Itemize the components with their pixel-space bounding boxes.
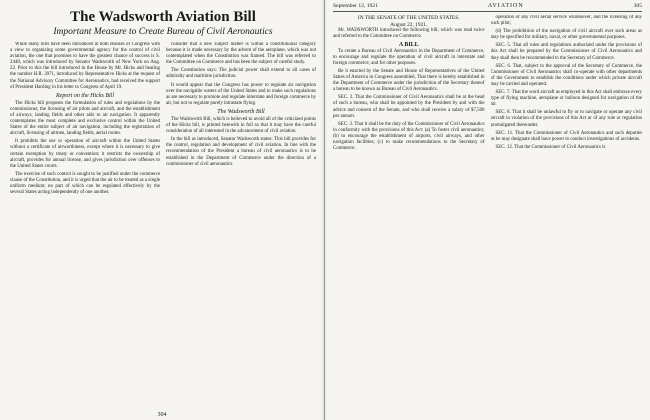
section-heading: Report on the Hicks Bill xyxy=(56,92,114,99)
paragraph: SEC. 3. That it shall be the duty of the Commissioner of Civil Aeronautics in conformity with the provisions of this Act: (a) To foster civil aeronautics; (b) to encourage the establishment of airports, civil airways, and other navigation facilities; (c) to make recommendations to the Secretary of Commerce. xyxy=(333,121,485,152)
paragraph: SEC. 12. That the Commissioner of Civil Aeronautics is xyxy=(495,144,606,150)
paragraph: The exercise of such control is sought to be justified under the commerce clause of the Constitution, and it is urged that the air to be treated as a single uniform medium; no part of which can be regulated effectively by the several States acting independently of one another. xyxy=(10,171,160,196)
bill-heading: A BILL xyxy=(398,42,419,49)
paragraph: SEC. 7. That the word aircraft as employed in this Act shall embrace every type of flying machine, aeroplane or balloon designed for navigation of the air. xyxy=(490,90,642,108)
running-header xyxy=(333,3,642,12)
right-column-2 xyxy=(491,15,643,407)
right-column-1 xyxy=(333,15,485,407)
running-title: AVIATION xyxy=(487,3,524,9)
paragraph: To create a Bureau of Civil Aeronautics in the Department of Commerce, to encourage and regulate the operation of civil aircraft in interstate and foreign commerce, and for other purposes. xyxy=(333,48,485,66)
paragraph: The Wadsworth Bill, which is believed to avoid all of the criticized points of the Hicks bill, is printed herewith in full so that it may have the careful consideration of all interested in the advancement of civil aviation. xyxy=(166,116,316,135)
running-folio: 305 xyxy=(633,3,642,9)
paragraph: SEC. 8. That it shall be unlawful to fly or to navigate or operate any civil aircraft in violation of the provisions of this Act or of any rule or regulation promulgated thereunder. xyxy=(490,110,642,128)
paragraph: SEC. 11. That the Commissioner of Civil Aeronautics and such deputies as he may designate shall have power to conduct investigations of accidents. xyxy=(490,130,642,142)
left-columns xyxy=(10,42,316,420)
senate-heading: IN THE SENATE OF THE UNITED STATES. xyxy=(357,15,460,21)
paragraph: SEC. 2. That the Commissioner of Civil Aeronautics shall be at the head of such a bureau, who shall be appointed by the President by and with the advice and consent of the Senate, and who shall receive a salary of $7,500 per annum. xyxy=(333,95,485,119)
paragraph: operation of any civil aerial service whatsoever, and the licensing of any such pilot; xyxy=(490,15,642,27)
paragraph: The Hicks bill proposes the formulation of rules and regulations by the commissioner, the licensing of air pilots and aircraft, and the establishment of airways, landing fields and other aids to air navigation. It apparently contemplates the most complete and exclusive control within the United States of the entire subject of air navigation, including the registration of aircraft, licensing of airmen, landing fields, aerial routes. xyxy=(10,100,160,137)
paragraph: In the bill as introduced, Senator Wadsworth states: This bill provides for the control, regulation and development of civil aviation. In line with the recommendation of the President a bureau of civil aeronautics is to be established in the Department of Commerce under the direction of a commissioner of civil aeronautics. xyxy=(166,137,316,167)
running-date: September 12, 1921 xyxy=(333,3,378,9)
right-page xyxy=(325,0,650,420)
paragraph: consider that a new subject matter is within a constitutional category because it is made necessary by the advent of the aeroplane, which was not contemplated when the Constitution was framed. The bill was referred to the Committee on Commerce and has been the subject of careful study. xyxy=(166,42,316,66)
paragraph: While many bills have been introduced in both Houses of Congress with a view to organizing some governmental agency for the control of civil aviation, the one that promises to have the greatest chance of success is S. 2448, which was introduced by Senator Wadsworth of New York on Aug. 22. Prior to this the bill introduced in the House by Mr. Hicks and bearing the number H.R. 3971, introduced by Representative Hicks at the request of the National Advisory Committee for Aeronautics, had received the support of President Harding in his letter to Congress of April 19. xyxy=(10,42,160,90)
paragraph: The Constitution says: The judicial power shall extend to all cases of admiralty and maritime jurisdiction. xyxy=(166,68,316,80)
paragraph: Be it enacted by the Senate and House of Representatives of the United States of America in Congress assembled, That there is hereby established in the Department of Commerce under the jurisdiction of the Secretary thereof a bureau to be known as Bureau of Civil Aeronautics. xyxy=(333,68,485,93)
article-subtitle: Important Measure to Create Bureau of Civil Aeronautics xyxy=(53,27,273,37)
section-heading-2: The Wadsworth Bill xyxy=(217,108,265,115)
left-column-1 xyxy=(10,42,160,420)
paragraph: SEC. 6. That, subject to the approval of the Secretary of Commerce, the Commissioner of Civil Aeronautics shall co-operate with other departments of the Government to establish the conditions under which private aircraft may be carried and operated. xyxy=(490,63,642,87)
senate-date: August 22, 1921. xyxy=(390,21,428,28)
paragraph: (d) The prohibition of the navigation of civil aircraft over such areas as may be specified for military, naval, or other governmental purposes. xyxy=(490,29,642,41)
paragraph: It would appear that the Congress has power to regulate air navigation over the navigable waters of the United States and to make such regulations as are necessary to promote and regulate interstate and foreign commerce by air, but not to regulate purely intrastate flying. xyxy=(166,82,316,106)
paragraph: It prohibits the use or operation of aircraft within the United States without a certificate of airworthiness, except where it is necessary to give certain exemption by treaty or convention; it restricts the ownership of aircraft, provides for annual license, and gives jurisdiction over offenses to the United States courts. xyxy=(10,139,160,169)
paragraph: SEC. 5. That all rules and regulations authorized under the provisions of this Act shall be prepared by the Commissioner of Civil Aeronautics and they shall then be recommended to the Secretary of Commerce. xyxy=(490,43,642,61)
page-number: 304 xyxy=(157,412,167,418)
paragraph: Mr. WADSWORTH introduced the following bill; which was read twice and referred to the Committee on Commerce. xyxy=(333,28,485,40)
right-columns xyxy=(333,15,642,407)
left-column-2 xyxy=(166,42,316,420)
article-title: The Wadsworth Aviation Bill xyxy=(70,9,256,25)
